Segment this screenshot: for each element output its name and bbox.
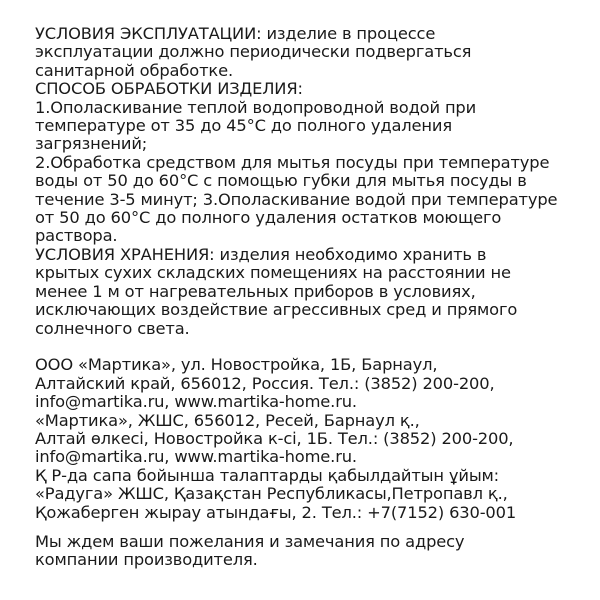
text-line: 1.Ополаскивание теплой водопроводной водой при [35,97,477,117]
text-line: от 50 до 60°C до полного удаления остатков моющего [35,208,502,228]
text-line: Алтайский край, 656012, Россия. Тел.: (3852) 200-200, [35,373,495,393]
text-line: эксплуатации должно периодически подвергаться [35,42,472,62]
text-line: температуре от 35 до 45°C до полного удаления [35,116,452,136]
operating-conditions-section [35,25,565,80]
text-line: ООО «Мартика», ул. Новостройка, 1Б, Барнаул, [35,355,438,375]
closing-note-section [35,533,565,570]
text-line: менее 1 м от нагревательных приборов в условиях, [35,281,476,301]
product-label-text [35,25,565,570]
text-line: 2.Обработка средством для мытья посуды при температуре [35,152,550,172]
storage-conditions-section [35,246,565,338]
cleaning-method-section [35,80,565,246]
text-line: течение 3-5 минут; 3.Ополаскивание водой при температуре [35,189,558,209]
text-line: Мы ждем ваши пожелания и замечания по адресу [35,531,465,551]
text-line: Қ Р-да сапа бойынша талаптарды қабылдайтын ұйым: [35,465,499,485]
text-line: Қожаберген жырау атындағы, 2. Тел.: +7(7152) 630-001 [35,502,517,522]
text-line: УСЛОВИЯ ХРАНЕНИЯ: изделия необходимо хранить в [35,244,487,264]
text-line: раствора. [35,226,118,246]
text-line: солнечного света. [35,318,190,338]
text-line: компании производителя. [35,550,258,570]
text-line: крытых сухих складских помещениях на расстоянии не [35,263,511,283]
text-line: info@martika.ru, www.martika-home.ru. [35,447,357,467]
text-line: исключающих воздействие агрессивных сред и прямого [35,300,518,320]
text-line: загрязнений; [35,134,148,154]
text-line: «Мартика», ЖШС, 656012, Ресей, Барнаул қ., [35,410,420,430]
text-line: УСЛОВИЯ ЭКСПЛУАТАЦИИ: изделие в процессе [35,24,436,43]
text-line: воды от 50 до 60°C с помощью губки для мытья посуды в [35,171,527,191]
text-line: Алтай өлкесі, Новостройка к-сі, 1Б. Тел.: (3852) 200-200, [35,428,514,448]
text-line: info@martika.ru, www.martika-home.ru. [35,392,357,412]
manufacturer-info-section [35,356,565,522]
paragraph-spacer [35,338,565,356]
text-line: «Радуга» ЖШС, Қазақстан Республикасы,Петропавл қ., [35,484,508,504]
text-line: санитарной обработке. [35,60,233,80]
section-heading: СПОСОБ ОБРАБОТКИ ИЗДЕЛИЯ: [35,79,303,99]
